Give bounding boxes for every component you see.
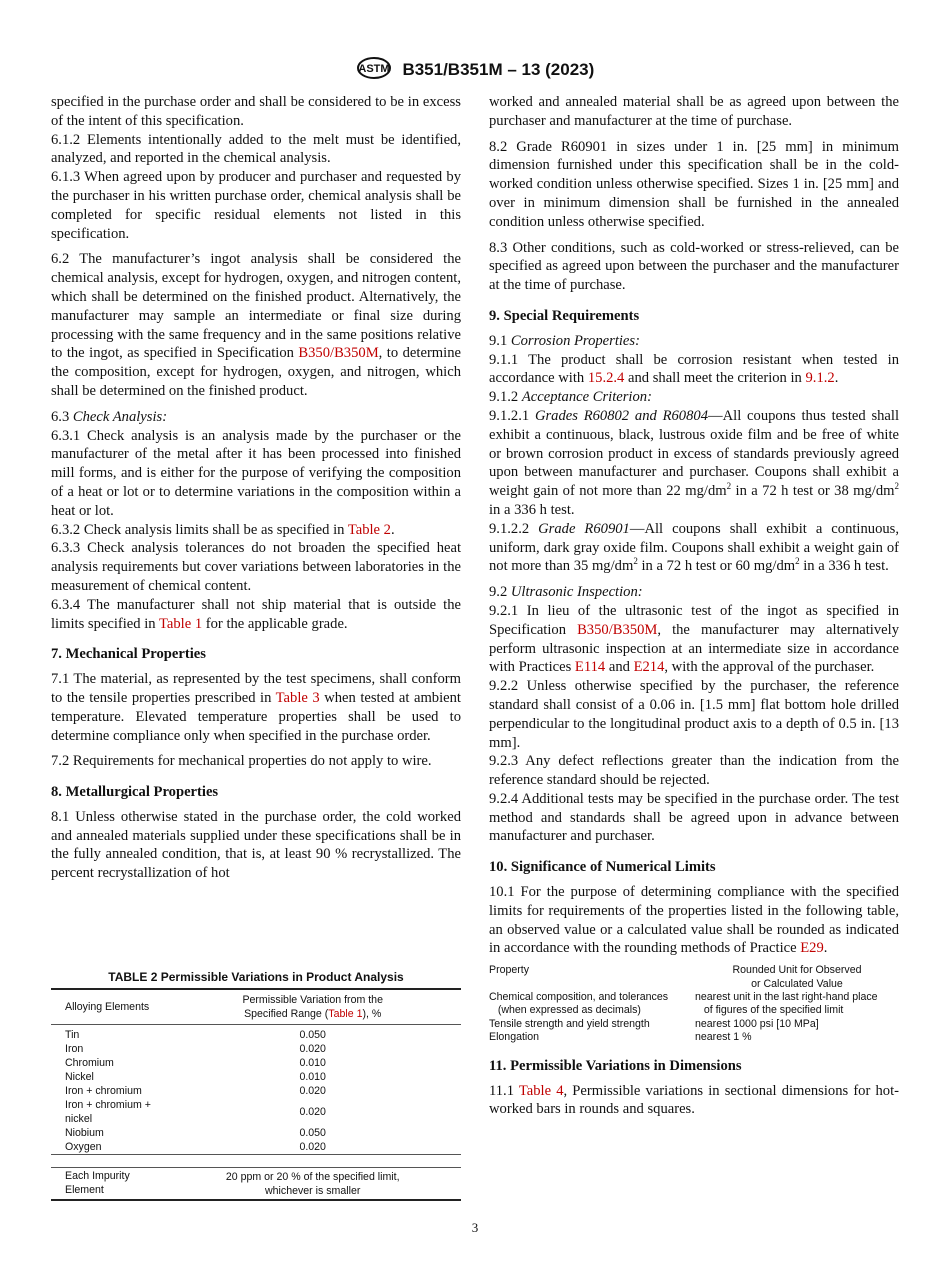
text-run: 6.1.3 When agreed upon by producer and purchaser and requested by the purchaser in his written purchase order, chemical analysis shall be completed for specific residual elements not listed in this specification. [51,169,461,242]
paragraph [489,407,899,520]
astm-logo-icon [356,56,392,80]
text-run: when tested at ambient temperature. Elevated temperature properties shall be used to determine compliance only when specified in the purchase order. [51,689,461,744]
variation-cell: 0.020 [299,1043,326,1055]
text-run: 10.1 For the purpose of determining compliance with the specified limits for requirements of the properties listed in the following table, an observed value or a calculated value shall be rounded as indicated in accordance with the rounding methods of Practice [489,884,899,957]
paragraph [51,168,461,243]
table-divider [51,1155,461,1168]
header-property: Property [489,964,530,977]
text-run: 6.1.2 Elements intentionally added to the melt must be identified, analyzed, and reported in the chemical analysis. [51,131,461,167]
left-column [51,93,461,883]
cross-reference-link[interactable]: Table 3 [275,689,320,706]
header-line-2-end: ), % [362,1008,382,1020]
text-run: and shall meet the criterion in [624,370,806,387]
text-run: in a 336 h test. [489,501,575,518]
rounding-row [489,1018,899,1031]
text-run: 9.1.1 The product shall be corrosion resistant when tested in accordance with [489,351,899,387]
text-run: 8.1 Unless otherwise stated in the purchase order, the cold worked and annealed materials supplied under these specifications shall be in the fully annealed condition, that is, at least 90 % recrystallized. The percent recrystallization of hot [51,808,461,882]
document-designation: B351/B351M – 13 (2023) [402,60,595,79]
variation-cell: 0.020 [299,1085,326,1097]
paragraph [51,752,461,771]
paragraph [51,596,461,634]
header-rounded-unit: Rounded Unit for Observed or Calculated Value [732,964,862,990]
text-run: 9.2.1 In lieu of the ultrasonic test of the ingot as specified in Specification [489,602,899,638]
element-cell: Iron + chromium + nickel [65,1099,151,1125]
text-run: 6.3.1 Check analysis is an analysis made by the purchaser or the manufacturer of the metal after it has been processed into finished mill forms, and is either for the purpose of verifying the composition of a heat or lot or to determine variations in the composition within a heat or lot. [51,427,461,519]
header-permissible-variation [164,989,461,1025]
text-run: in a 72 h test or 60 mg/dm [637,558,796,575]
text-run: 6.3 [51,408,73,425]
text-run: 7.1 The material, as represented by the test specimens, shall conform to the tensile properties prescribed in [51,671,461,706]
italic-text: Acceptance Criterion: [521,389,652,406]
page-number: 3 [471,1220,479,1235]
paragraph [489,1082,899,1120]
impurity-row [51,1168,461,1201]
page-header [0,56,950,80]
text-run: in a 72 h test or 38 mg/dm [731,483,895,500]
text-run: . [823,940,828,957]
text-run: 8.2 Grade R60901 in sizes under 1 in. [25 mm] in minimum dimension furnished under this specification shall be in the cold-worked condition unless otherwise specified. Sizes 1 in. [25 mm] and over in minimum dimension shall be furnished in the annealed condition unless otherwise specified. [489,138,899,230]
text-run: , the manufacturer may alternatively perform ultrasonic inspection at an intermediate size in accordance with Practices [489,621,899,676]
variation-cell: 0.010 [299,1057,326,1069]
header-alloying-elements: Alloying Elements [51,989,164,1025]
paragraph [489,883,899,958]
element-cell: Chromium [65,1057,114,1069]
divider-cell [51,1155,164,1168]
rounded-unit-cell: nearest 1000 psi [10 MPa] [695,1017,819,1030]
text-run: 6.3.3 Check analysis tolerances do not broaden the specified heat analysis requirements but cover variations between laboratories in the measurement of chemical content. [51,540,461,594]
table-2-grid [51,988,461,1201]
property-cell: Tensile strength and yield strength [489,1017,650,1030]
text-run: 9.2 [489,584,511,601]
italic-text: Grades R60802 and R60804 [534,407,708,424]
text-run: —All coupons shall exhibit a continuous, uniform, dark gray oxide film. Coupons shall exhibit a weight gain of not more than 35 mg/dm [489,520,900,575]
paragraph [489,332,899,351]
right-text-flow [489,93,899,958]
rounded-unit-cell: nearest 1 % [695,1031,752,1044]
text-run: in a 336 h test. [799,558,889,575]
impurity-value: 20 ppm or 20 % of the specified limit, whichever is smaller [164,1168,461,1201]
text-run: —All coupons thus tested shall exhibit a continuous, black, lustrous oxide film and be free of white or brown corrosion product in excess of standards previously agreed upon between manufacturer and purchaser. Coupons shall exhibit a weight gain of not more than 22 mg/dm [489,407,900,500]
rounding-table [489,964,899,1044]
section-heading [489,858,899,877]
cross-reference-link[interactable]: Table 1 [158,615,203,632]
element-cell: Iron [65,1043,84,1055]
paragraph [51,521,461,540]
italic-text: Grade R60901 [538,520,630,537]
paragraph [489,388,899,407]
superscript: 2 [795,556,800,567]
paragraph [489,138,899,232]
cross-reference-link[interactable]: Table 2 [347,521,391,538]
paragraph [51,250,461,400]
element-cell: Nickel [65,1071,94,1083]
table-row [51,1056,461,1070]
table-row [51,1098,461,1126]
italic-text: Check Analysis: [72,408,168,425]
text-run: 6.3.2 Check analysis limits shall be as specified in [51,521,348,538]
paragraph [489,583,899,602]
text-run: 9.2.4 Additional tests may be specified in the purchase order. The test method and standards shall be agreed upon in advance between manufacturer and purchaser. [489,790,899,845]
paragraph [51,539,461,595]
text-run: 10. Significance of Numerical Limits [489,859,716,876]
section-heading [51,645,461,664]
cross-reference-link[interactable]: B350/B350M [298,345,379,362]
table-caption: TABLE 2 Permissible Variations in Product Analysis [108,970,404,984]
element-cell: Niobium [65,1127,104,1139]
element-cell: Tin [65,1029,80,1041]
italic-text: Corrosion Properties: [510,332,640,349]
table-row [51,1042,461,1056]
variation-cell: 0.050 [299,1127,326,1139]
section-heading [489,1057,899,1076]
variation-cell: 0.020 [299,1106,326,1118]
text-run: , to determine the composition, except for hydrogen, oxygen, and nitrogen, which shall be determined on the finished product. [51,345,461,399]
header-line-2: Specified Range ( [244,1008,329,1020]
text-run: for the applicable grade. [202,615,348,632]
property-cell: Elongation [489,1031,540,1044]
text-run: 9.1.2.1 [489,407,535,424]
variation-cell: 0.010 [299,1071,326,1083]
cross-reference-link[interactable]: 15.2.4 [587,370,625,387]
cross-reference-link[interactable]: Table 4 [518,1082,564,1099]
superscript: 2 [726,481,732,492]
cross-reference-link[interactable]: E114 [574,659,606,676]
paragraph [489,752,899,790]
divider-cell [164,1155,461,1168]
section-heading [51,783,461,802]
svg-text:ASTM: ASTM [358,63,390,75]
rounding-row [489,991,899,1018]
cross-reference-link[interactable]: 9.1.2 [805,370,835,387]
text-run: specified in the purchase order and shall be considered to be in excess of the intent of this specification. [51,94,461,129]
section-heading [489,307,899,326]
variation-cell: 0.050 [299,1029,326,1041]
table-header-row [51,989,461,1025]
impurity-label: Each Impurity Element [51,1168,164,1201]
paragraph [489,239,899,295]
paragraph [51,93,461,131]
text-run: worked and annealed material shall be as agreed upon between the purchaser and manufacturer at the time of purchase. [489,94,899,129]
table-1-link[interactable]: Table 1 [328,1008,363,1020]
table-2 [51,970,461,1201]
property-cell: Chemical composition, and tolerances (when expressed as decimals) [489,991,669,1017]
text-run: 7. Mechanical Properties [51,646,206,663]
paragraph [51,131,461,169]
paragraph [51,670,461,745]
text-run: 8.3 Other conditions, such as cold-worked or stress-relieved, can be specified as agreed upon between the purchaser and the manufacturer at the time of purchase. [489,239,899,294]
table-row [51,1070,461,1084]
right-text-flow-after [489,1057,899,1119]
right-column [489,93,899,1119]
table-row [51,1084,461,1098]
text-run: 7.2 Requirements for mechanical properties do not apply to wire. [51,753,432,770]
text-run: 11. Permissible Variations in Dimensions [489,1057,742,1074]
text-run: 6.3.4 The manufacturer shall not ship material that is outside the limits specified in [51,596,461,632]
text-run: and [605,659,634,676]
paragraph [51,808,461,883]
table-row [51,1140,461,1155]
table-row [51,1126,461,1140]
paragraph [489,93,899,131]
cross-reference-link[interactable]: E214 [633,659,665,676]
text-run: , with the approval of the purchaser. [664,659,875,676]
text-run: 11.1 [489,1082,519,1099]
superscript: 2 [894,481,900,492]
variation-cell: 0.020 [299,1141,326,1153]
paragraph [51,427,461,521]
element-cell: Oxygen [65,1141,102,1153]
superscript: 2 [633,556,638,567]
rounded-unit-cell: nearest unit in the last right-hand place of figures of the specified limit [695,991,878,1017]
element-cell: Iron + chromium [65,1085,142,1097]
paragraph [489,351,899,389]
paragraph [489,790,899,846]
text-run: 9.1.2 [489,389,522,406]
text-run: 8. Metallurgical Properties [51,784,219,801]
text-run: 9. Special Requirements [489,307,640,324]
text-run: 6.2 The manufacturer’s ingot analysis shall be considered the chemical analysis, except for hydrogen, oxygen, and nitrogen content, which shall be determined on the finished product. Alternatively, the manufacturer may sample an intermediate or final size during processing with the same frequency and in the same positions relative to the ingot, as specified in Specification [51,251,461,362]
paragraph [489,602,899,677]
paragraph [51,408,461,427]
cross-reference-link[interactable]: B350/B350M [577,621,658,638]
header-line-1: Permissible Variation from the [242,994,383,1006]
text-run: . [390,521,395,538]
left-text-flow [51,93,461,883]
table-row [51,1025,461,1043]
text-run: , Permissible variations in sectional dimensions for hot-worked bars in rounds and squares. [489,1082,899,1118]
paragraph [489,520,899,576]
cross-reference-link[interactable]: E29 [800,940,824,957]
text-run: 9.2.3 Any defect reflections greater than the indication from the reference standard should be rejected. [489,753,899,789]
rounding-table-header [489,964,899,991]
text-run: . [834,370,839,387]
rounding-row [489,1031,899,1044]
text-run: 9.2.2 Unless otherwise specified by the purchaser, the reference standard shall consist of a 0.06 in. [1.5 mm] flat bottom hole drilled perpendicular to the longitudinal product axis to a depth of 0.5 in. [13 mm]. [489,678,899,751]
paragraph [489,677,899,752]
text-run: 9.1.2.2 [489,520,539,537]
italic-text: Ultrasonic Inspection: [510,584,643,601]
text-run: 9.1 [489,332,511,349]
